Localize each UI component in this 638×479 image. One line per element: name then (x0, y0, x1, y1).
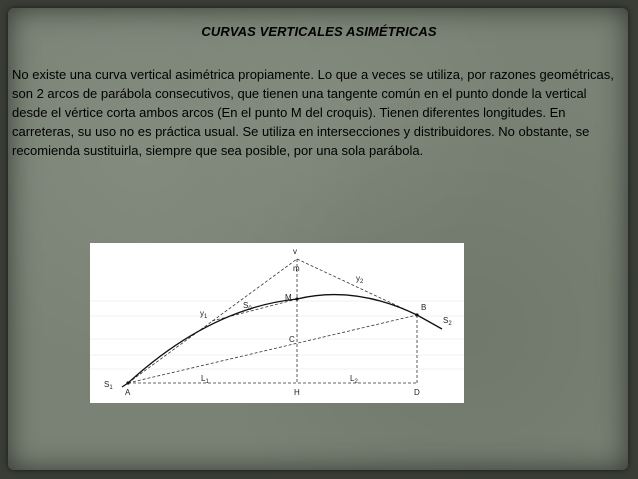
tangent-lines (128, 259, 417, 383)
point-a (126, 381, 129, 384)
curve-path (122, 295, 442, 387)
chord-ab-line (128, 315, 417, 383)
diagram-svg (90, 243, 464, 403)
point-b (415, 313, 418, 316)
label-m-upper: M (285, 293, 292, 302)
label-y1: $y_1$ (200, 309, 208, 320)
label-d: D (414, 388, 420, 397)
label-s2: $S_2$ (443, 316, 452, 327)
point-m (295, 297, 298, 300)
asymmetric-curve-diagram (90, 243, 464, 403)
label-s0: $S_0$ (243, 301, 252, 312)
label-l1: $L_1$ (201, 374, 209, 385)
label-m-lower: m (293, 264, 300, 273)
label-b: B (421, 303, 427, 312)
body-paragraph: No existe una curva vertical asimétrica propiamente. Lo que a veces se utiliza, por razones geométricas, son 2 arcos de parábola consecutivos, que tienen una tangente común en el punto donde la vertical desde el vértice corta ambos arcos (En el punto M del croquis). Tienen diferentes longitudes. En carreteras, su uso no es práctica usual. Se utiliza en intersecciones y distribuidores. No obstante, se recomienda sustituirla, siempre que sea posible, por una sola parábola. (12, 67, 614, 158)
label-c: C (289, 335, 295, 344)
curve-points (126, 297, 418, 384)
label-a: A (125, 388, 131, 397)
label-l2: $L_2$ (350, 374, 358, 385)
label-s1: $S_1$ (104, 380, 113, 391)
label-v: v (293, 247, 297, 256)
label-y2: $y_2$ (356, 274, 364, 285)
label-h: H (294, 388, 300, 397)
slide-title: CURVAS VERTICALES ASIMÉTRICAS (201, 24, 437, 39)
